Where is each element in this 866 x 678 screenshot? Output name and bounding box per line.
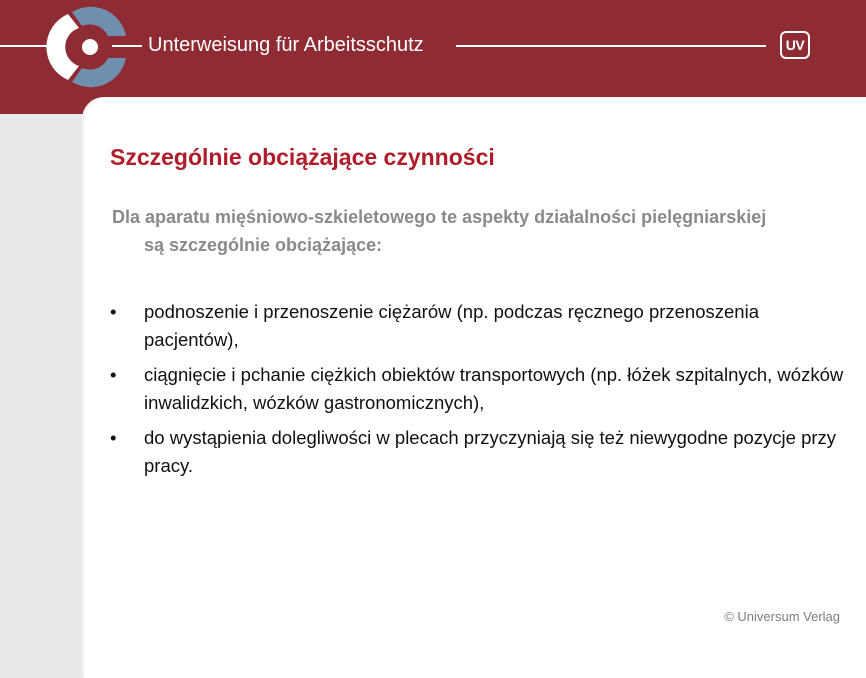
bullet-icon: •	[110, 364, 117, 385]
header-rule-right	[456, 45, 766, 47]
list-item	[110, 298, 846, 354]
uv-badge-icon: UV	[780, 31, 810, 59]
list-item-text: ciągnięcie i pchanie ciężkich obiektów transportowych (np. łóżek szpitalnych, wózków inwalidzkich, wózków gastronomicznych),	[144, 364, 844, 413]
slide-title: Szczególnie obciążające czynności	[110, 144, 495, 170]
bullet-icon: •	[110, 427, 117, 448]
universum-logo-icon	[46, 4, 134, 90]
list-item-text: podnoszenie i przenoszenie ciężarów (np. podczas ręcznego przenoszenia pacjentów),	[144, 301, 759, 350]
header-rule-middle	[112, 45, 142, 47]
header-title: Unterweisung für Arbeitsschutz	[148, 34, 424, 56]
list-item-text: do wystąpienia dolegliwości w plecach przyczyniają się też niewygodne pozycje przy pracy.	[144, 427, 837, 476]
list-item	[110, 424, 846, 480]
intro-text: Dla aparatu mięśniowo-szkieletowego te aspekty działalności pielęgniarskiej są szczególnie obciążające:	[112, 207, 767, 255]
header-bar	[0, 0, 866, 114]
bullet-list	[110, 298, 846, 487]
list-item	[110, 361, 846, 417]
bullet-icon: •	[110, 301, 117, 322]
copyright-notice: © Universum Verlag	[724, 609, 840, 624]
